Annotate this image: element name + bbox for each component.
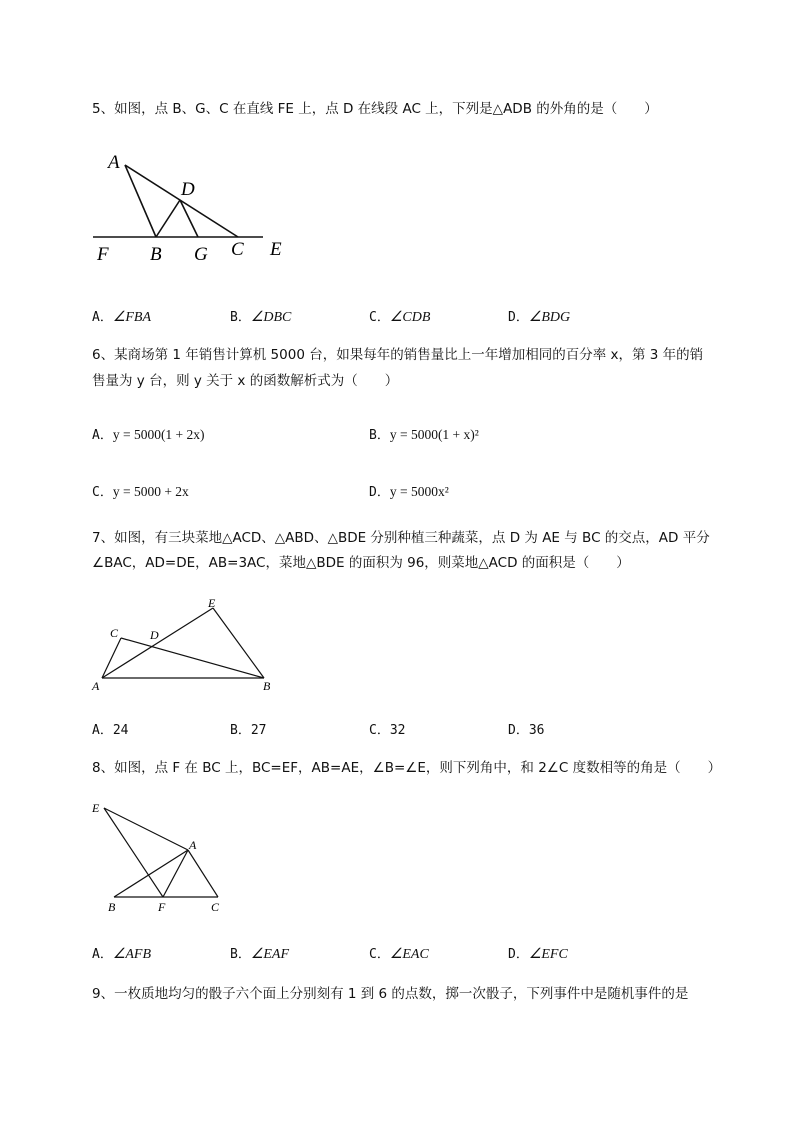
q6-option-d[interactable]: D．y = 5000x² — [369, 484, 449, 500]
question-9-text: 9、一枚质地均匀的骰子六个面上分别刻有 1 到 6 的点数，掷一次骰子，下列事件中是随机事件的是 — [92, 986, 689, 1002]
q7-option-b[interactable]: B．27 — [230, 723, 267, 738]
q7-option-c[interactable]: C．32 — [369, 723, 406, 738]
q5-option-c[interactable]: C．∠CDB — [369, 310, 431, 325]
q8-option-a[interactable]: A．∠AFB — [92, 947, 152, 962]
q5-label-D: D — [181, 179, 195, 200]
q7-label-D: D — [150, 628, 159, 642]
q5-option-d[interactable]: D．∠BDG — [508, 310, 571, 325]
q5-option-b[interactable]: B．∠DBC — [230, 310, 292, 325]
q8-option-d[interactable]: D．∠EFC — [508, 947, 568, 962]
q7-label-C: C — [110, 626, 119, 640]
q7-label-E: E — [208, 596, 216, 610]
q6-option-a[interactable]: A．y = 5000(1 + 2x) — [92, 427, 205, 443]
q6-option-c[interactable]: C．y = 5000 + 2x — [92, 484, 189, 500]
question-8-text: 8、如图，点 F 在 BC 上，BC=EF，AB=AE，∠B=∠E，则下列角中，和 2∠C 度数相等的角是（ ） — [92, 760, 722, 776]
q7-option-d[interactable]: D．36 — [508, 723, 545, 738]
q5-label-A: A — [108, 152, 120, 173]
q8-label-A: A — [189, 838, 197, 852]
question-7-line1: 7、如图，有三块菜地△ACD、△ABD、△BDE 分别种植三种蔬菜，点 D 为 AE 与 BC 的交点，AD 平分 — [92, 530, 710, 546]
q7-label-B: B — [263, 679, 271, 693]
question-6-line2: 售量为 y 台，则 y 关于 x 的函数解析式为（ ） — [92, 373, 399, 389]
question-6-line1: 6、某商场第 1 年销售计算机 5000 台，如果每年的销售量比上一年增加相同的百分率 x，第 3 年的销 — [92, 347, 704, 363]
q5-label-F: F — [97, 244, 109, 265]
q8-label-E: E — [92, 801, 100, 815]
q5-label-G: G — [194, 244, 208, 265]
q7-option-a[interactable]: A．24 — [92, 723, 129, 738]
q5-label-E: E — [270, 239, 282, 260]
q5-figure — [88, 148, 298, 268]
q8-option-b[interactable]: B．∠EAF — [230, 947, 290, 962]
q5-label-B: B — [150, 244, 162, 265]
q7-figure — [88, 594, 288, 694]
q8-label-F: F — [158, 900, 166, 914]
q5-option-a[interactable]: A．∠FBA — [92, 310, 152, 325]
q5-label-C: C — [231, 239, 244, 260]
question-7-line2: ∠BAC，AD=DE，AB=3AC，菜地△BDE 的面积为 96，则菜地△ACD 的面积是（ ） — [92, 555, 630, 571]
q8-label-C: C — [211, 900, 220, 914]
question-5-text: 5、如图，点 B、G、C 在直线 FE 上，点 D 在线段 AC 上，下列是△ADB 的外角的是（ ） — [92, 101, 658, 117]
q8-label-B: B — [108, 900, 116, 914]
q6-option-b[interactable]: B．y = 5000(1 + x)² — [369, 427, 479, 443]
q7-label-A: A — [92, 679, 100, 693]
q8-figure — [88, 798, 228, 918]
q8-option-c[interactable]: C．∠EAC — [369, 947, 429, 962]
